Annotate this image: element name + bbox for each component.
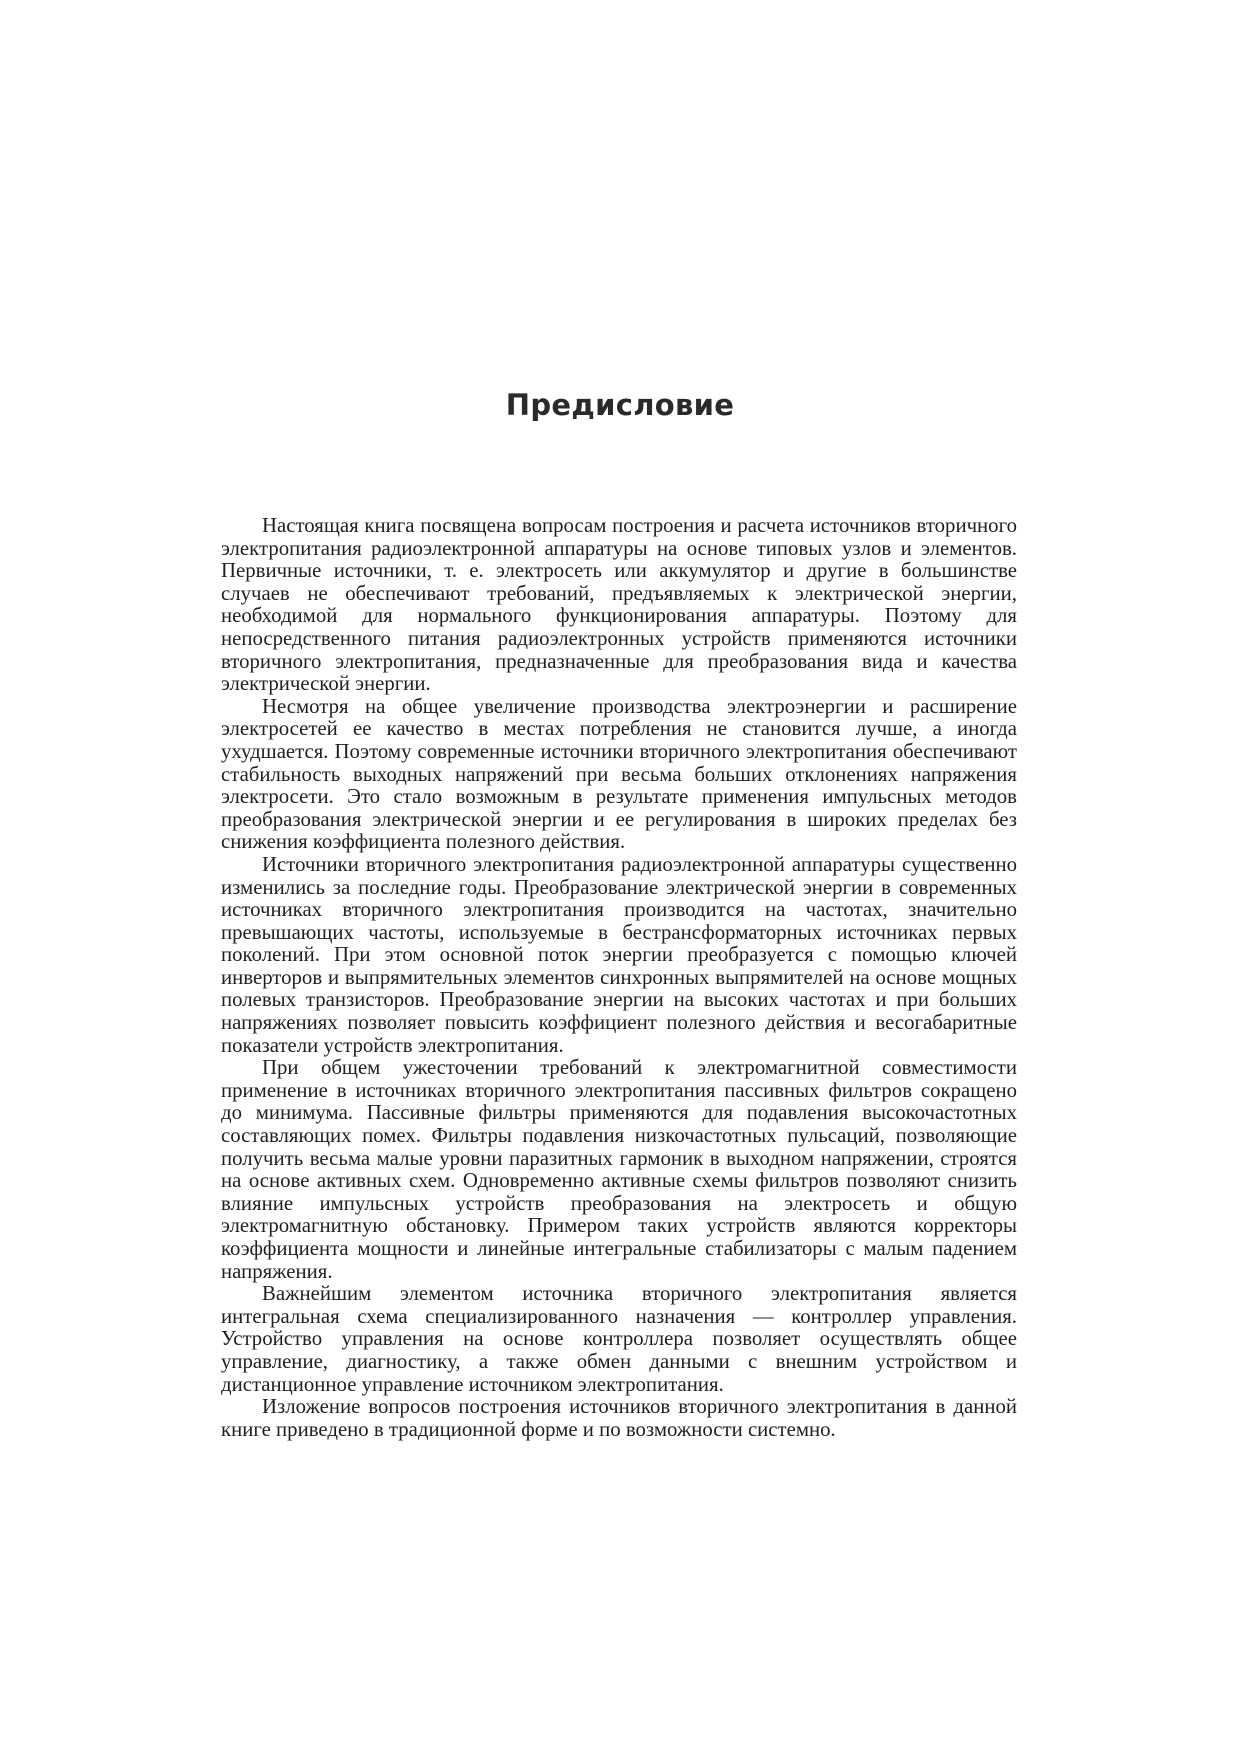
paragraph-1: Настоящая книга посвящена вопросам построения и расчета источников вторичного электропитания радиоэлектронной аппаратуры на основе типовых узлов и элементов. Первичные источники, т. е. электросеть или аккумулятор и другие в большинстве случаев не обеспечивают требований, предъявляемых к электрической энергии, необходимой для нормального функционирования аппаратуры. Поэтому для непосредственного питания радиоэлектронных устройств применяются источники вторичного электропитания, предназначенные для преобразования вида и качества электрической энергии. (221, 514, 1017, 696)
body-text (221, 515, 1017, 1441)
paragraph-6: Изложение вопросов построения источников вторичного электропитания в данной книге приведено в традиционной форме и по возможности системно. (221, 1395, 1017, 1441)
paragraph-4: При общем ужесточении требований к электромагнитной совместимости применение в источниках вторичного электропитания пассивных фильтров сокращено до минимума. Пассивные фильтры применяются для подавления высокочастотных составляющих помех. Фильтры подавления низкочастотных пульсаций, позволяющие получить весьма малые уровни паразитных гармоник в выходном напряжении, строятся на основе активных схем. Одновременно активные схемы фильтров позволяют снизить влияние импульсных устройств преобразования на электросеть и общую электромагнитную обстановку. Примером таких устройств являются корректоры коэффициента мощности и линейные интегральные стабилизаторы с малым падением напряжения. (221, 1056, 1017, 1283)
paragraph-2: Несмотря на общее увеличение производства электроэнергии и расширение электросетей ее качество в местах потребления не становится лучше, а иногда ухудшается. Поэтому современные источники вторичного электропитания обеспечивают стабильность выходных напряжений при весьма больших отклонениях напряжения электросети. Это стало возможным в результате применения импульсных методов преобразования электрической энергии и ее регулирования в широких пределах без снижения коэффициента полезного действия. (221, 694, 1017, 854)
paragraph-5: Важнейшим элементом источника вторичного электропитания является интегральная схема специализированного назначения — контроллер управления. Устройство управления на основе контроллера позволяет осуществлять общее управление, диагностику, а также обмен данными с внешним устройством и дистанционное управление источником электропитания. (221, 1282, 1017, 1396)
page-title: Предисловие (505, 388, 735, 422)
paragraph-3: Источники вторичного электропитания радиоэлектронной аппаратуры существенно изменились за последние годы. Преобразование электрической энергии в современных источниках вторичного электропитания производится на частотах, значительно превышающих частоты, используемые в бестрансформаторных источниках первых поколений. При этом основной поток энергии преобразуется с помощью ключей инверторов и выпрямительных элементов синхронных выпрямителей на основе мощных полевых транзисторов. Преобразование энергии на высоких частотах и при больших напряжениях позволяет повысить коэффициент полезного действия и весогабаритные показатели устройств электропитания. (221, 852, 1017, 1057)
